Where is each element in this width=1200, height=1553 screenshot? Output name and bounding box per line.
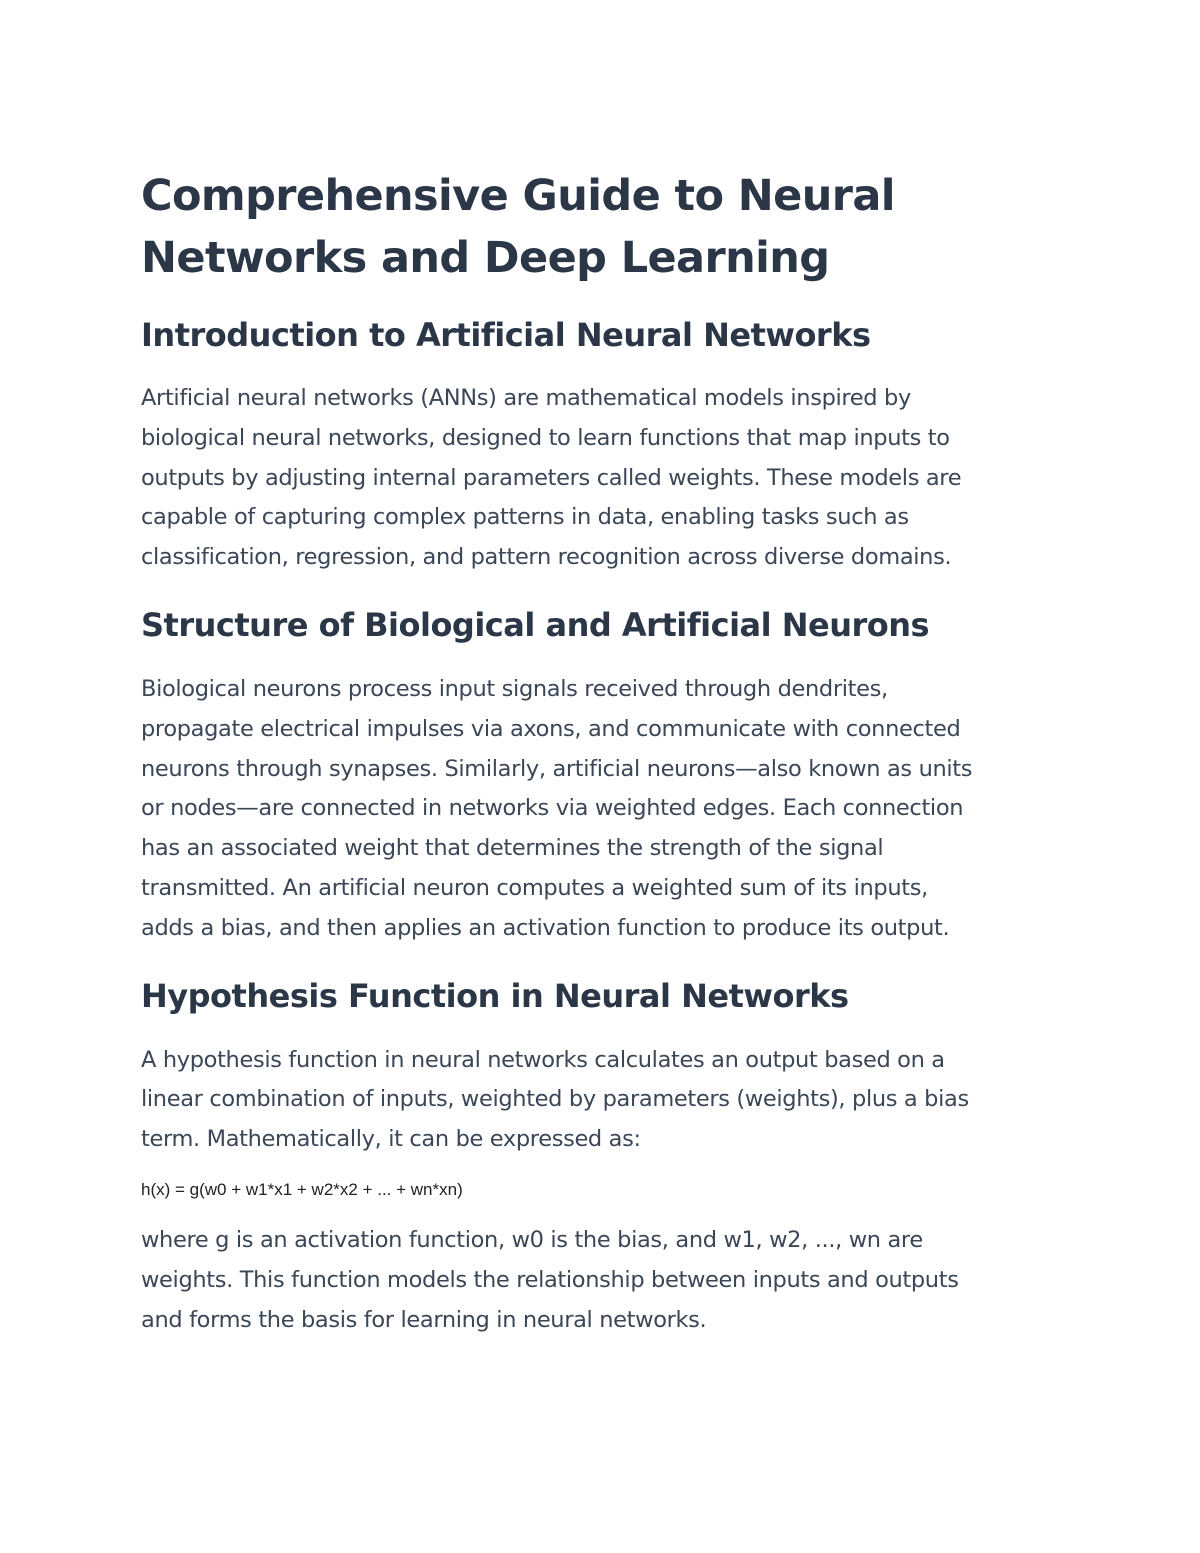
paragraph-introduction: Artificial neural networks (ANNs) are mathematical models inspired by biological neural networks, designed to learn functions that map inputs to outputs by adjusting internal parameters called weights. These models are capable of capturing complex patterns in data, enabling tasks such as classification, regression, and pattern recognition across diverse domains. [141,385,962,571]
document-page [141,165,1071,1340]
section-heading-structure: Structure of Biological and Artificial Neurons [141,605,930,644]
section-heading-hypothesis: Hypothesis Function in Neural Networks [141,976,849,1015]
paragraph-hypothesis: A hypothesis function in neural networks calculates an output based on a linear combination of inputs, weighted by parameters (weights), plus a bias term. Mathematically, it can be expressed as: [141,1046,969,1153]
paragraph-structure: Biological neurons process input signals received through dendrites, propagate electrical impulses via axons, and communicate with connected neurons through synapses. Similarly, artificial neurons—also known as units or nodes—are connected in networks via weighted edges. Each connection has an associated weight that determines the strength of the signal transmitted. An artificial neuron computes a weighted sum of its inputs, adds a bias, and then applies an activation function to produce its output. [141,675,973,941]
section-heading-introduction: Introduction to Artificial Neural Networks [141,316,871,354]
document-title: Comprehensive Guide to Neural Networks and Deep Learning [141,171,895,283]
hypothesis-formula: h(x) = g(w0 + w1*x1 + w2*x2 + ... + wn*xn) [141,1179,463,1199]
paragraph-formula-explanation: where g is an activation function, w0 is the bias, and w1, w2, ..., wn are weights. This function models the relationship between inputs and outputs and forms the basis for learning in neural networks. [141,1226,959,1333]
